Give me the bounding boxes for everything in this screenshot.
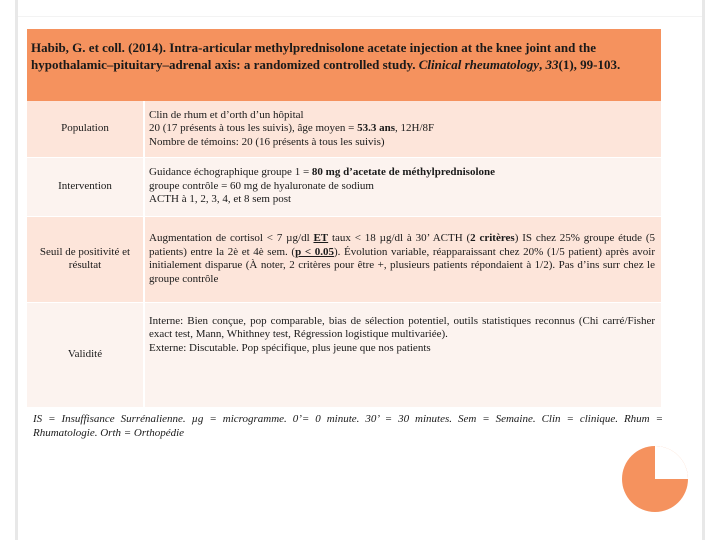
journal-pages: (1), 99-103. [558, 57, 621, 72]
footnote: IS = Insuffisance Surrénalienne. µg = microgramme. 0’= 0 minute. 30’ = 30 minutes. Sem = Semaine. Clin = clinique. Rhum = Rhumatologie. Orth = Orthopédie [33, 413, 663, 439]
left-border [15, 0, 18, 540]
decoration-quadrant [655, 446, 688, 479]
right-border [702, 0, 705, 540]
citation-title: Habib, G. et coll. (2014). Intra-articular methylprednisolone acetate injection at the knee joint and the hypothalamic–pituitary–adrenal axis: a randomized controlled study. Clinical rheumatology, 33(1), 99-103. [27, 29, 661, 101]
table-row-intervention [27, 157, 661, 216]
summary-table [27, 101, 661, 408]
mean-age: 53.3 ans [357, 122, 396, 134]
row-label: Seuil de positivité et résultat [27, 216, 144, 302]
emphasis-et: ET [313, 232, 329, 244]
journal-volume: 33 [545, 57, 559, 72]
row-content: Augmentation de cortisol < 7 µg/dl ET taux < 18 µg/dl à 30’ ACTH (2 critères) IS chez 25% groupe étude (5 patients) entre la 2è et 4è sem. (p < 0.05). Évolution variable, réapparaissant chez 20% (1/5 patient) après avoir initialement disparue (À noter, 2 critères pour être +, plusieurs patients répondaient à 1/2). Pas d’ins surr chez le groupe contrôle [144, 216, 661, 302]
dose-highlight: 80 mg d’acetate de méthylprednisolone [311, 166, 496, 179]
row-content: Guidance échographique groupe 1 = 80 mg d’acetate de méthylprednisolone groupe contrôle = 60 mg de hyaluronate de sodium ACTH à 1, 2, 3, 4, et 8 sem post [144, 157, 661, 216]
p-value: p < 0.05 [295, 245, 334, 258]
top-rule [18, 16, 702, 17]
slide-corner-decoration [620, 444, 690, 514]
row-label: Validité [27, 302, 144, 407]
citation-text: Habib, G. et coll. (2014). Intra-articular methylprednisolone acetate injection at the knee joint and the hypothalamic–pituitary–adrenal axis: a randomized controlled study. [31, 40, 596, 72]
journal-name: Clinical rheumatology [418, 57, 540, 72]
row-content: Interne: Bien conçue, pop comparable, bias de sélection potentiel, outils statistiques reconnus (Chi carré/Fisher exact test, Mann, Whithney test, Régression logistique multivariée). Externe: Discutable. Pop spécifique, plus jeune que nos patients [144, 302, 661, 407]
emphasis-criteria: 2 critères [470, 232, 515, 244]
row-label: Intervention [27, 157, 144, 216]
row-content: Clin de rhum et d’orth d’un hôpital 20 (17 présents à tous les suivis), âge moyen = 53.3 ans, 12H/8F Nombre de témoins: 20 (16 présents à tous les suivis) [144, 101, 661, 157]
table-row-population [27, 101, 661, 157]
table-row-seuil [27, 216, 661, 302]
row-label: Population [27, 101, 144, 157]
table-row-validite [27, 302, 661, 407]
